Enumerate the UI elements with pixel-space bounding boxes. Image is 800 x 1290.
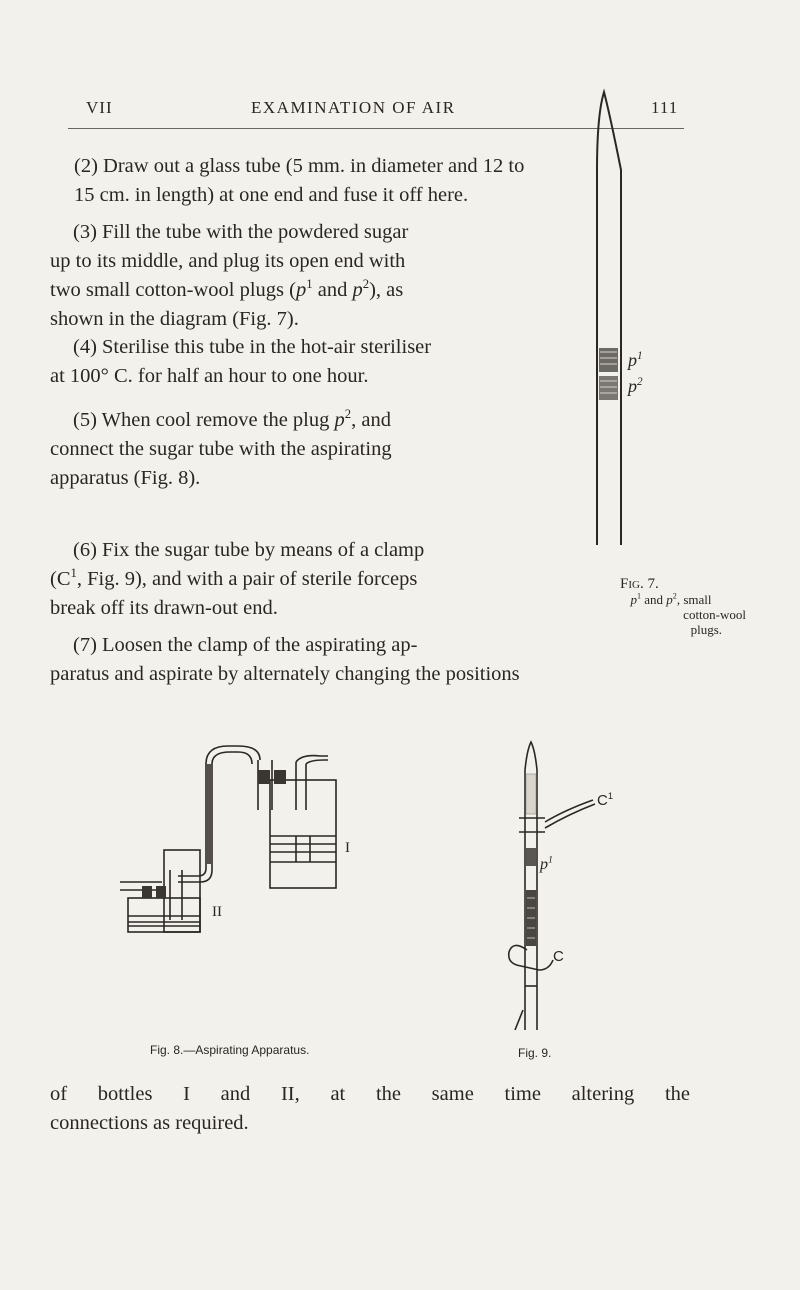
paragraph-line: connections as required. [50, 1112, 249, 1134]
paragraph-line: shown in the diagram (Fig. 7). [50, 308, 299, 330]
paragraph-line: (4) Sterilise this tube in the hot-air steriliser [73, 336, 432, 358]
paragraph-line: two small cotton-wool plugs ($p^1$ and $p^2$), as [50, 277, 404, 301]
tube-upper-shading [526, 774, 536, 814]
figure-7-label-p2: $p^2$ [628, 376, 643, 396]
paragraph-4 [50, 333, 570, 391]
figure-8-label-bottle-2: II [212, 904, 222, 920]
caption-title: Fig. 7. [620, 576, 659, 592]
paragraph-line: (3) Fill the tube with the powdered sugar [73, 221, 409, 243]
tube-outline [597, 92, 621, 545]
caption-line: plugs. [690, 622, 722, 637]
figure-9-label-c1: $C^1$ [597, 791, 614, 809]
paragraph-line: apparatus (Fig. 8). [50, 467, 201, 489]
paragraph-line: up to its middle, and plug its open end with [50, 250, 406, 272]
paragraph-line: (5) When cool remove the plug $p^2$, and [73, 407, 391, 431]
paragraph-line: (7) Loosen the clamp of the aspirating ap- [73, 634, 418, 656]
bottle-1 [270, 780, 336, 888]
paragraph-line: 15 cm. in length) at one end and fuse it off here. [74, 184, 469, 206]
tube-plug [156, 886, 166, 898]
clamp-c [509, 945, 553, 970]
tube-plug [274, 770, 286, 784]
paragraph-line: connect the sugar tube with the aspirating [50, 438, 392, 460]
figure-9-caption: Fig. 9. [518, 1046, 552, 1060]
plug-p1 [526, 848, 536, 866]
siphon-shading [207, 764, 212, 864]
figure-8-aspirating-apparatus [120, 750, 360, 940]
paragraph-line: paratus and aspirate by alternately changing the positions [50, 663, 520, 685]
paragraph-line: at 100° C. for half an hour to one hour. [50, 365, 369, 387]
paragraph-line: (2) Draw out a glass tube (5 mm. in diameter and 12 to [74, 155, 525, 177]
tube-plug [142, 886, 152, 898]
figure-7-caption [596, 577, 746, 637]
figure-8-caption: Fig. 8.—Aspirating Apparatus. [150, 1043, 310, 1057]
paragraph-line: break off its drawn-out end. [50, 597, 278, 619]
paragraph-line: ($C^1$, Fig. 9), and with a pair of sterile forceps [50, 566, 418, 590]
running-title: EXAMINATION OF AIR [251, 98, 456, 117]
plug-p2 [599, 376, 618, 400]
caption-line: $p^1$ and $p^2$, small [630, 591, 712, 607]
page-number: 111 [651, 98, 679, 117]
clamp-c1 [545, 800, 593, 822]
paragraph-6 [50, 536, 590, 623]
figure-7-sugar-tube [592, 90, 682, 560]
tube-plug [258, 770, 270, 784]
siphon-tube [178, 752, 252, 882]
paragraph-5 [50, 406, 570, 493]
paragraph-3 [50, 218, 570, 334]
plug-hatching [600, 352, 617, 393]
caption-line: cotton-wool [683, 607, 746, 622]
figure-8-label-bottle-1: I [345, 840, 350, 856]
paragraph-7 [50, 631, 750, 689]
paragraph-line: (6) Fix the sugar tube by means of a clamp [73, 539, 425, 561]
figure-7-label-p1: $p^1$ [628, 350, 643, 370]
figure-9-clamped-tube [505, 740, 615, 1040]
figure-9-label-c: C [553, 948, 564, 965]
figure-9-label-p1: $p^1$ [540, 854, 553, 873]
chapter-number: VII [86, 98, 113, 117]
paragraph-continuation [50, 1080, 690, 1138]
paragraph-line: of bottles I and II, at the same time altering the [50, 1083, 690, 1105]
